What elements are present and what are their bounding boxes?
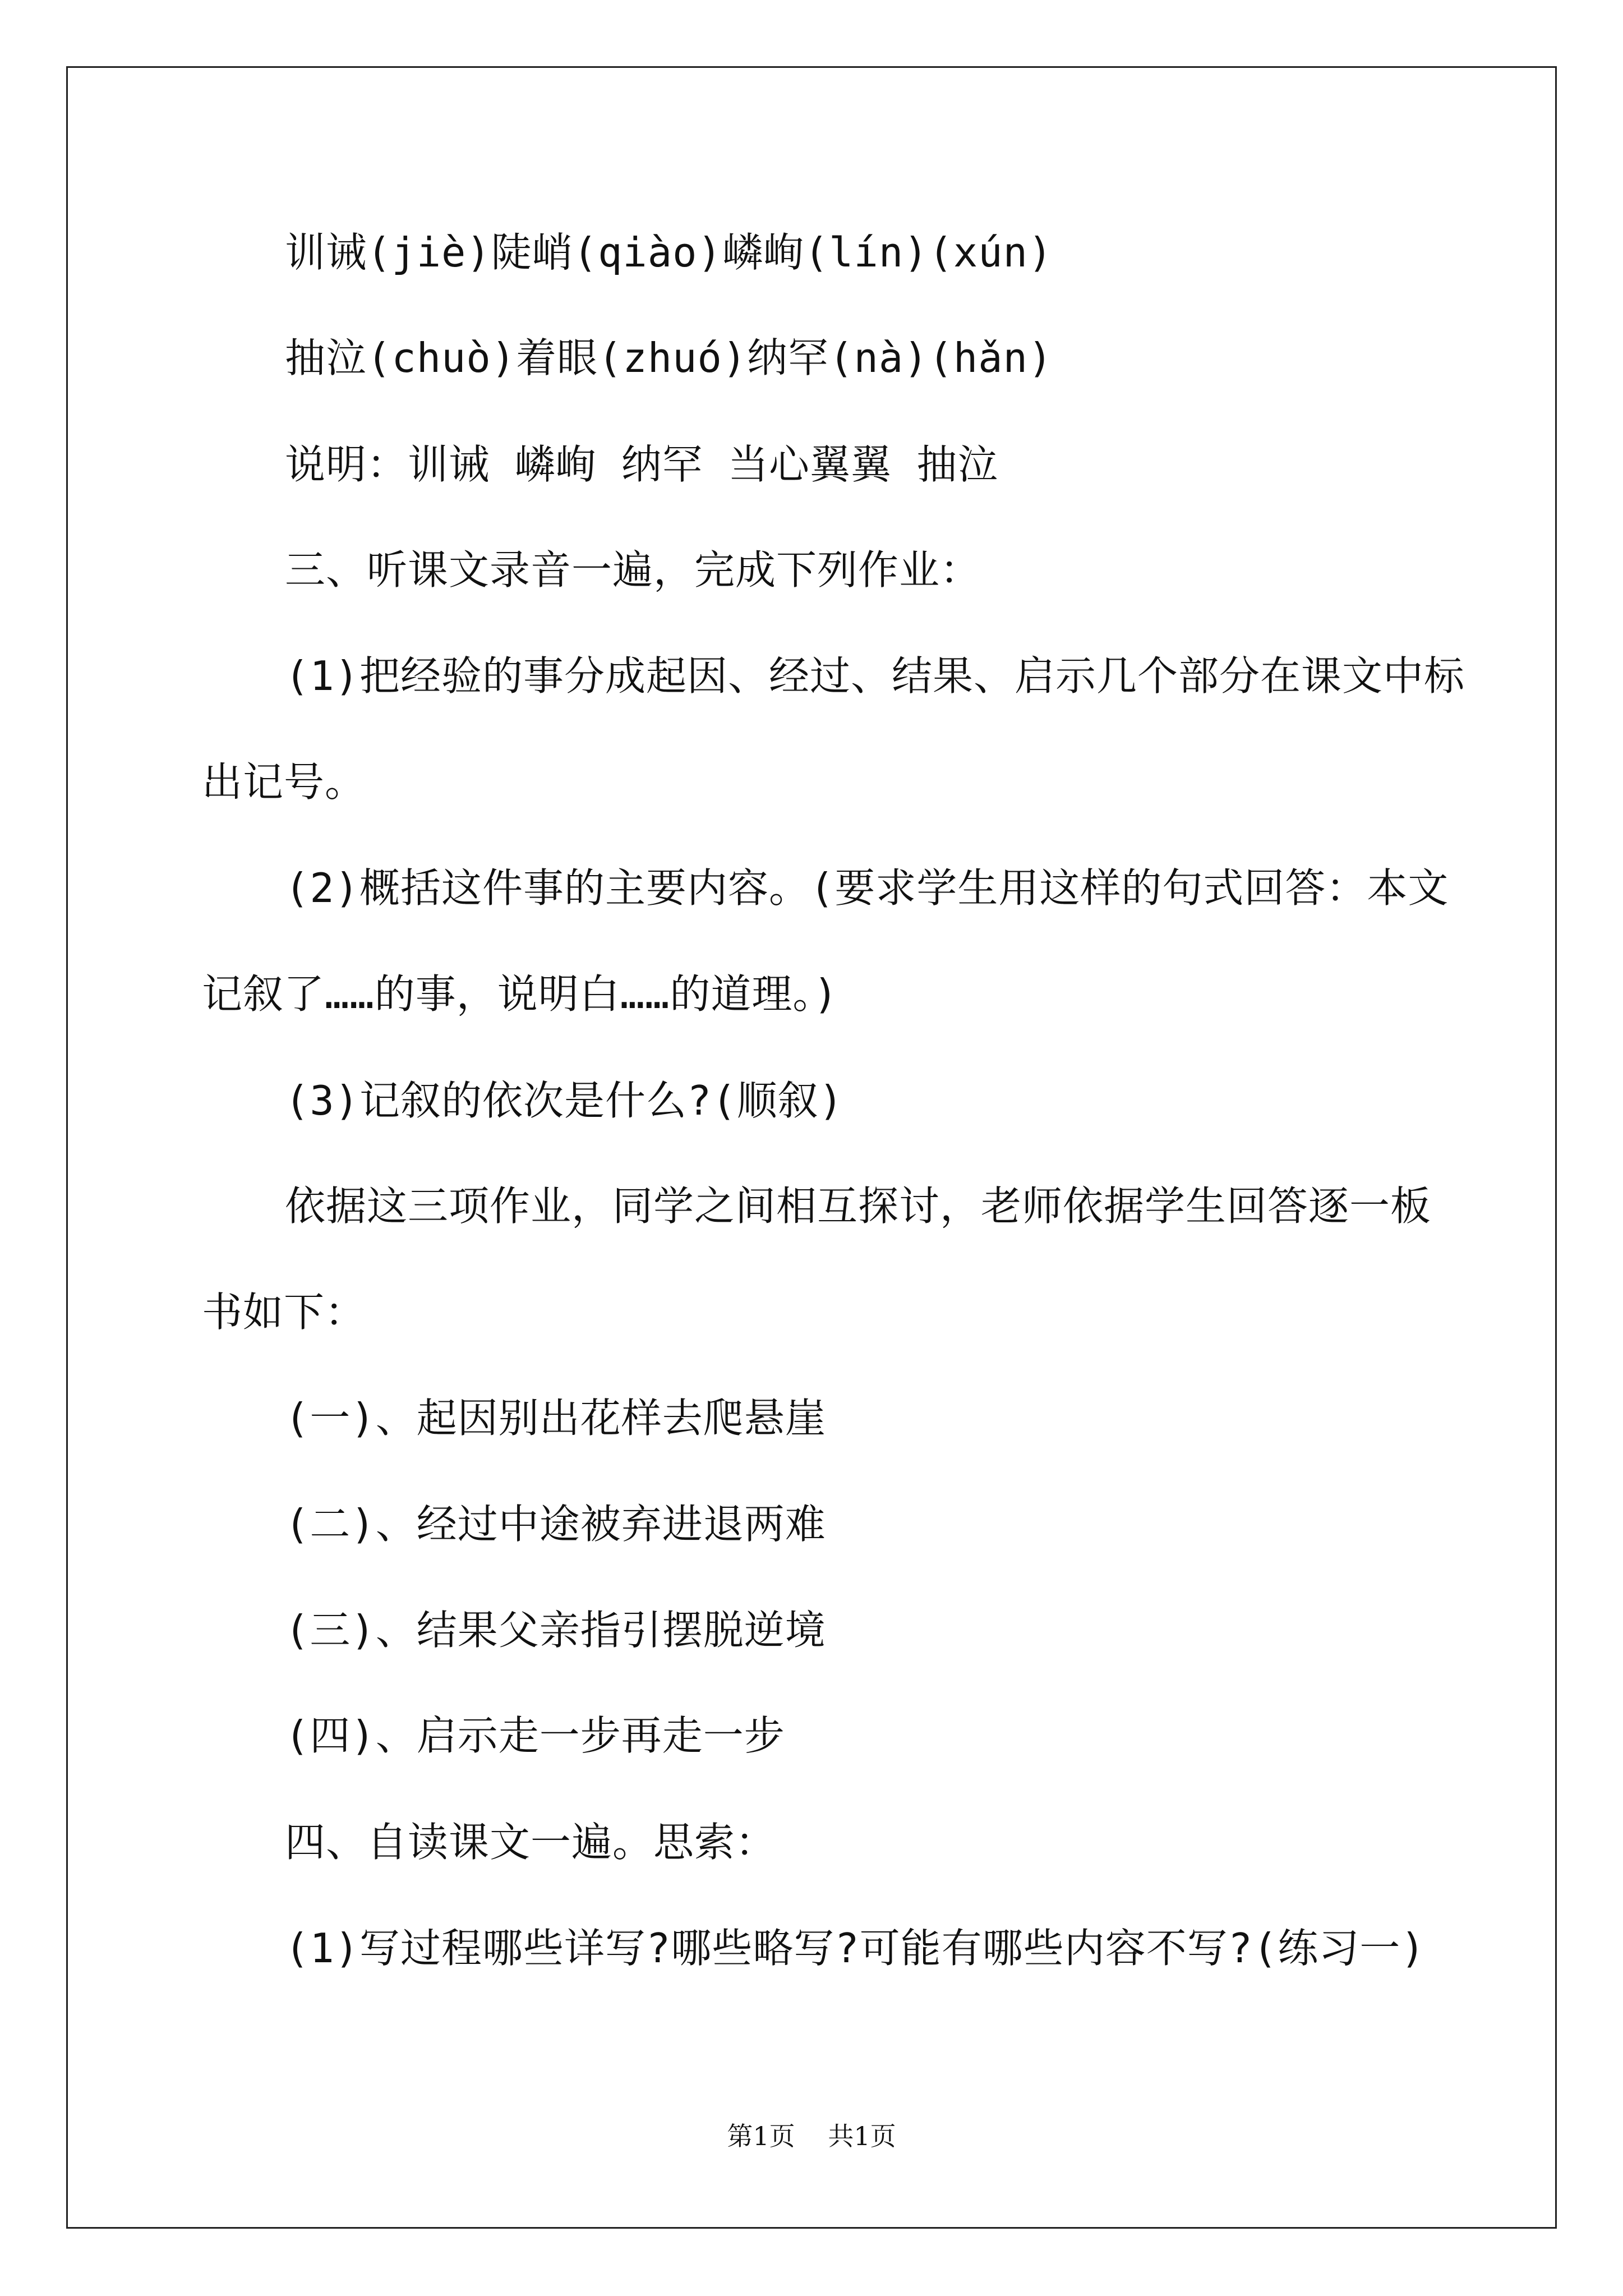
text-line-1: 训诫(jiè)陡峭(qiào)嶙峋(lín)(xún) <box>285 229 1053 276</box>
page-footer <box>0 2119 1623 2153</box>
text-line-10: 依据这三项作业，同学之间相互探讨，老师依据学生回答逐一板 <box>285 1182 1432 1230</box>
text-line-14: (三)、结果父亲指引摆脱逆境 <box>285 1607 826 1654</box>
page-total: 共1页 <box>828 2121 896 2151</box>
text-line-2: 抽泣(chuò)着眼(zhuó)纳罕(nà)(hǎn) <box>285 334 1053 381</box>
text-line-5: (1)把经验的事分成起因、经过、结果、启示几个部分在课文中标 <box>285 652 1465 700</box>
text-line-6: 出记号。 <box>202 758 366 806</box>
text-line-3: 说明：训诫 嶙峋 纳罕 当心翼翼 抽泣 <box>285 441 999 488</box>
page-number: 第1页 <box>727 2121 795 2151</box>
text-line-9: (3)记叙的依次是什么?(顺叙) <box>285 1077 844 1124</box>
text-line-16: 四、自读课文一遍。思索： <box>285 1819 777 1866</box>
text-line-11: 书如下： <box>202 1289 366 1336</box>
text-line-15: (四)、启示走一步再走一步 <box>285 1712 785 1759</box>
text-line-12: (一)、起因别出花样去爬悬崖 <box>285 1395 826 1442</box>
text-line-7: (2)概括这件事的主要内容。(要求学生用这样的句式回答：本文 <box>285 864 1449 912</box>
text-line-17: (1)写过程哪些详写?哪些略写?可能有哪些内容不写?(练习一) <box>285 1925 1426 1972</box>
text-line-13: (二)、经过中途被弃进退两难 <box>285 1501 826 1548</box>
text-line-8: 记叙了……的事，说明白……的道理。) <box>202 970 838 1018</box>
text-line-4: 三、听课文录音一遍，完成下列作业： <box>285 546 981 593</box>
